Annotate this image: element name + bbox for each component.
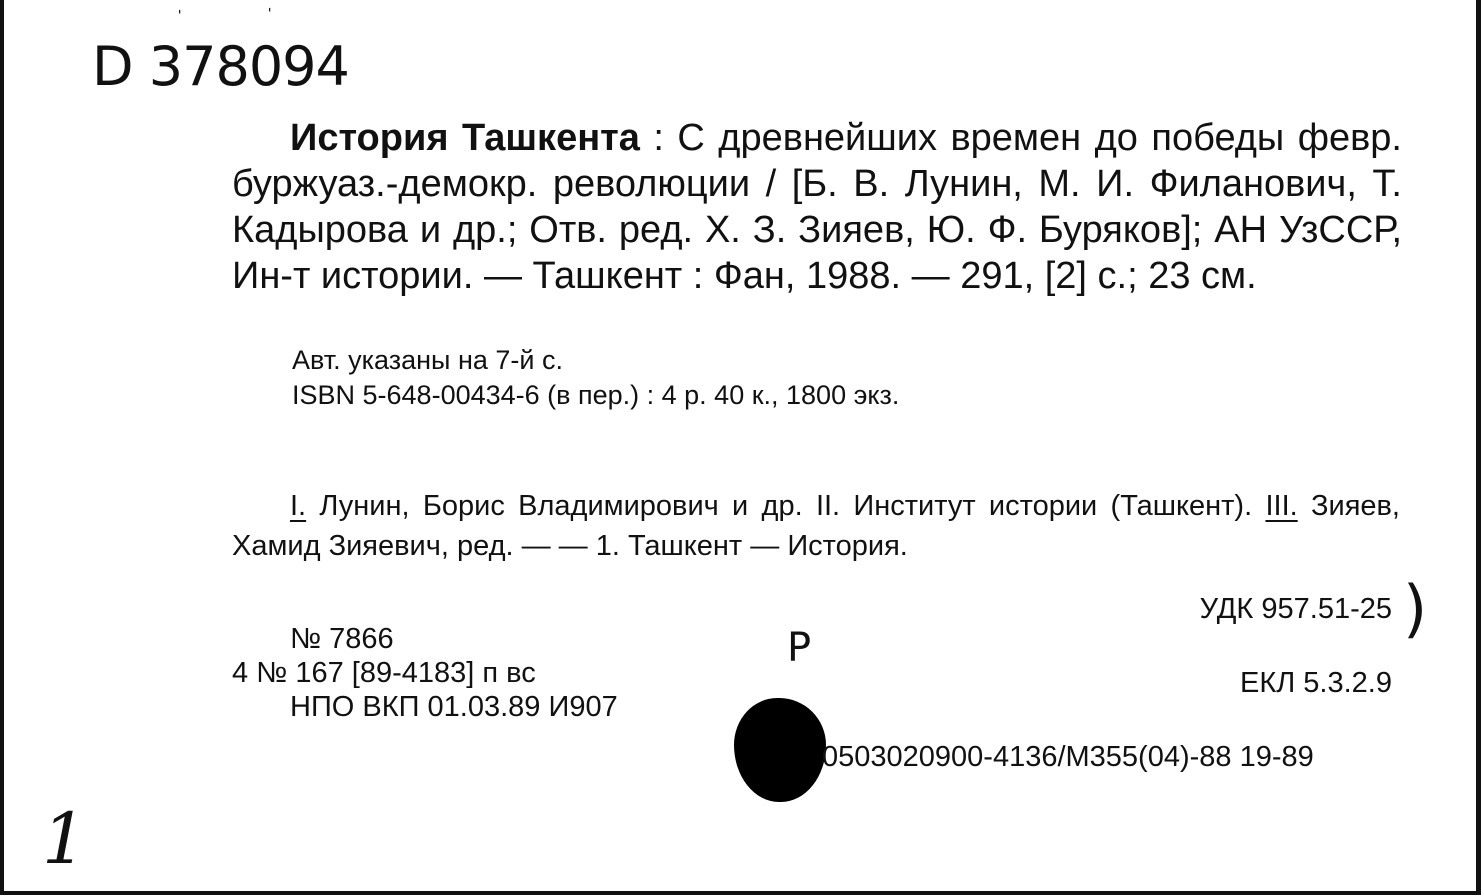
tracing-text-1: Лунин, Борис Владимирович и др. II. Институт истории (Ташкент). [306,490,1266,522]
authors-note: Авт. указаны на 7-й с. [292,345,563,375]
scan-speck: ˈ [266,4,274,29]
handwritten-copy-number: 1 [42,798,87,880]
tracing-block [232,486,1400,566]
ink-blot [734,698,826,802]
tracing-num-3: III. [1265,490,1298,522]
print-code: 4 № 167 [89-4183] п вс [232,657,536,689]
tracing-text-2: Зияев, Хамид Зияевич, ред. — — 1. Ташкент — История. [232,490,1400,562]
order-number: № 7866 [290,623,394,655]
bbk-code: 0503020900-4136/М355(04)-88 19-89 [822,741,1314,773]
handwritten-mark: Р [787,625,812,671]
scan-speck: ˈ [176,6,184,31]
classification-block [1200,592,1392,700]
book-title: История Ташкента [290,117,640,159]
udk-code: УДК 957.51-25 [1199,593,1392,625]
bibliographic-description [232,115,1402,299]
ekl-code: ЕКЛ 5.3.2.9 [1239,667,1392,699]
notes-block [292,343,1192,413]
tracing-num-1: I. [290,490,307,522]
shelfmark: D 378094 [92,35,349,98]
publisher-line: НПО ВКП 01.03.89 И907 [290,691,618,723]
technical-info [232,622,618,724]
description-text: : С древнейших времен до победы февр. буржуаз.-демокр. революции / [Б. В. Лунин, М. И. Филанович, Т. Кадырова и др.; Отв. ред. Х. З. Зияев, Ю. Ф. Буряков]; АН УзССР, Ин-т истории. — Ташкент : Фан, 1988. — 291, [2] с.; 23 см. [232,117,1402,297]
handwritten-bracket: ) [1403,572,1428,645]
isbn-line: ISBN 5-648-00434-6 (в пер.) : 4 р. 40 к., 1800 экз. [292,380,900,410]
